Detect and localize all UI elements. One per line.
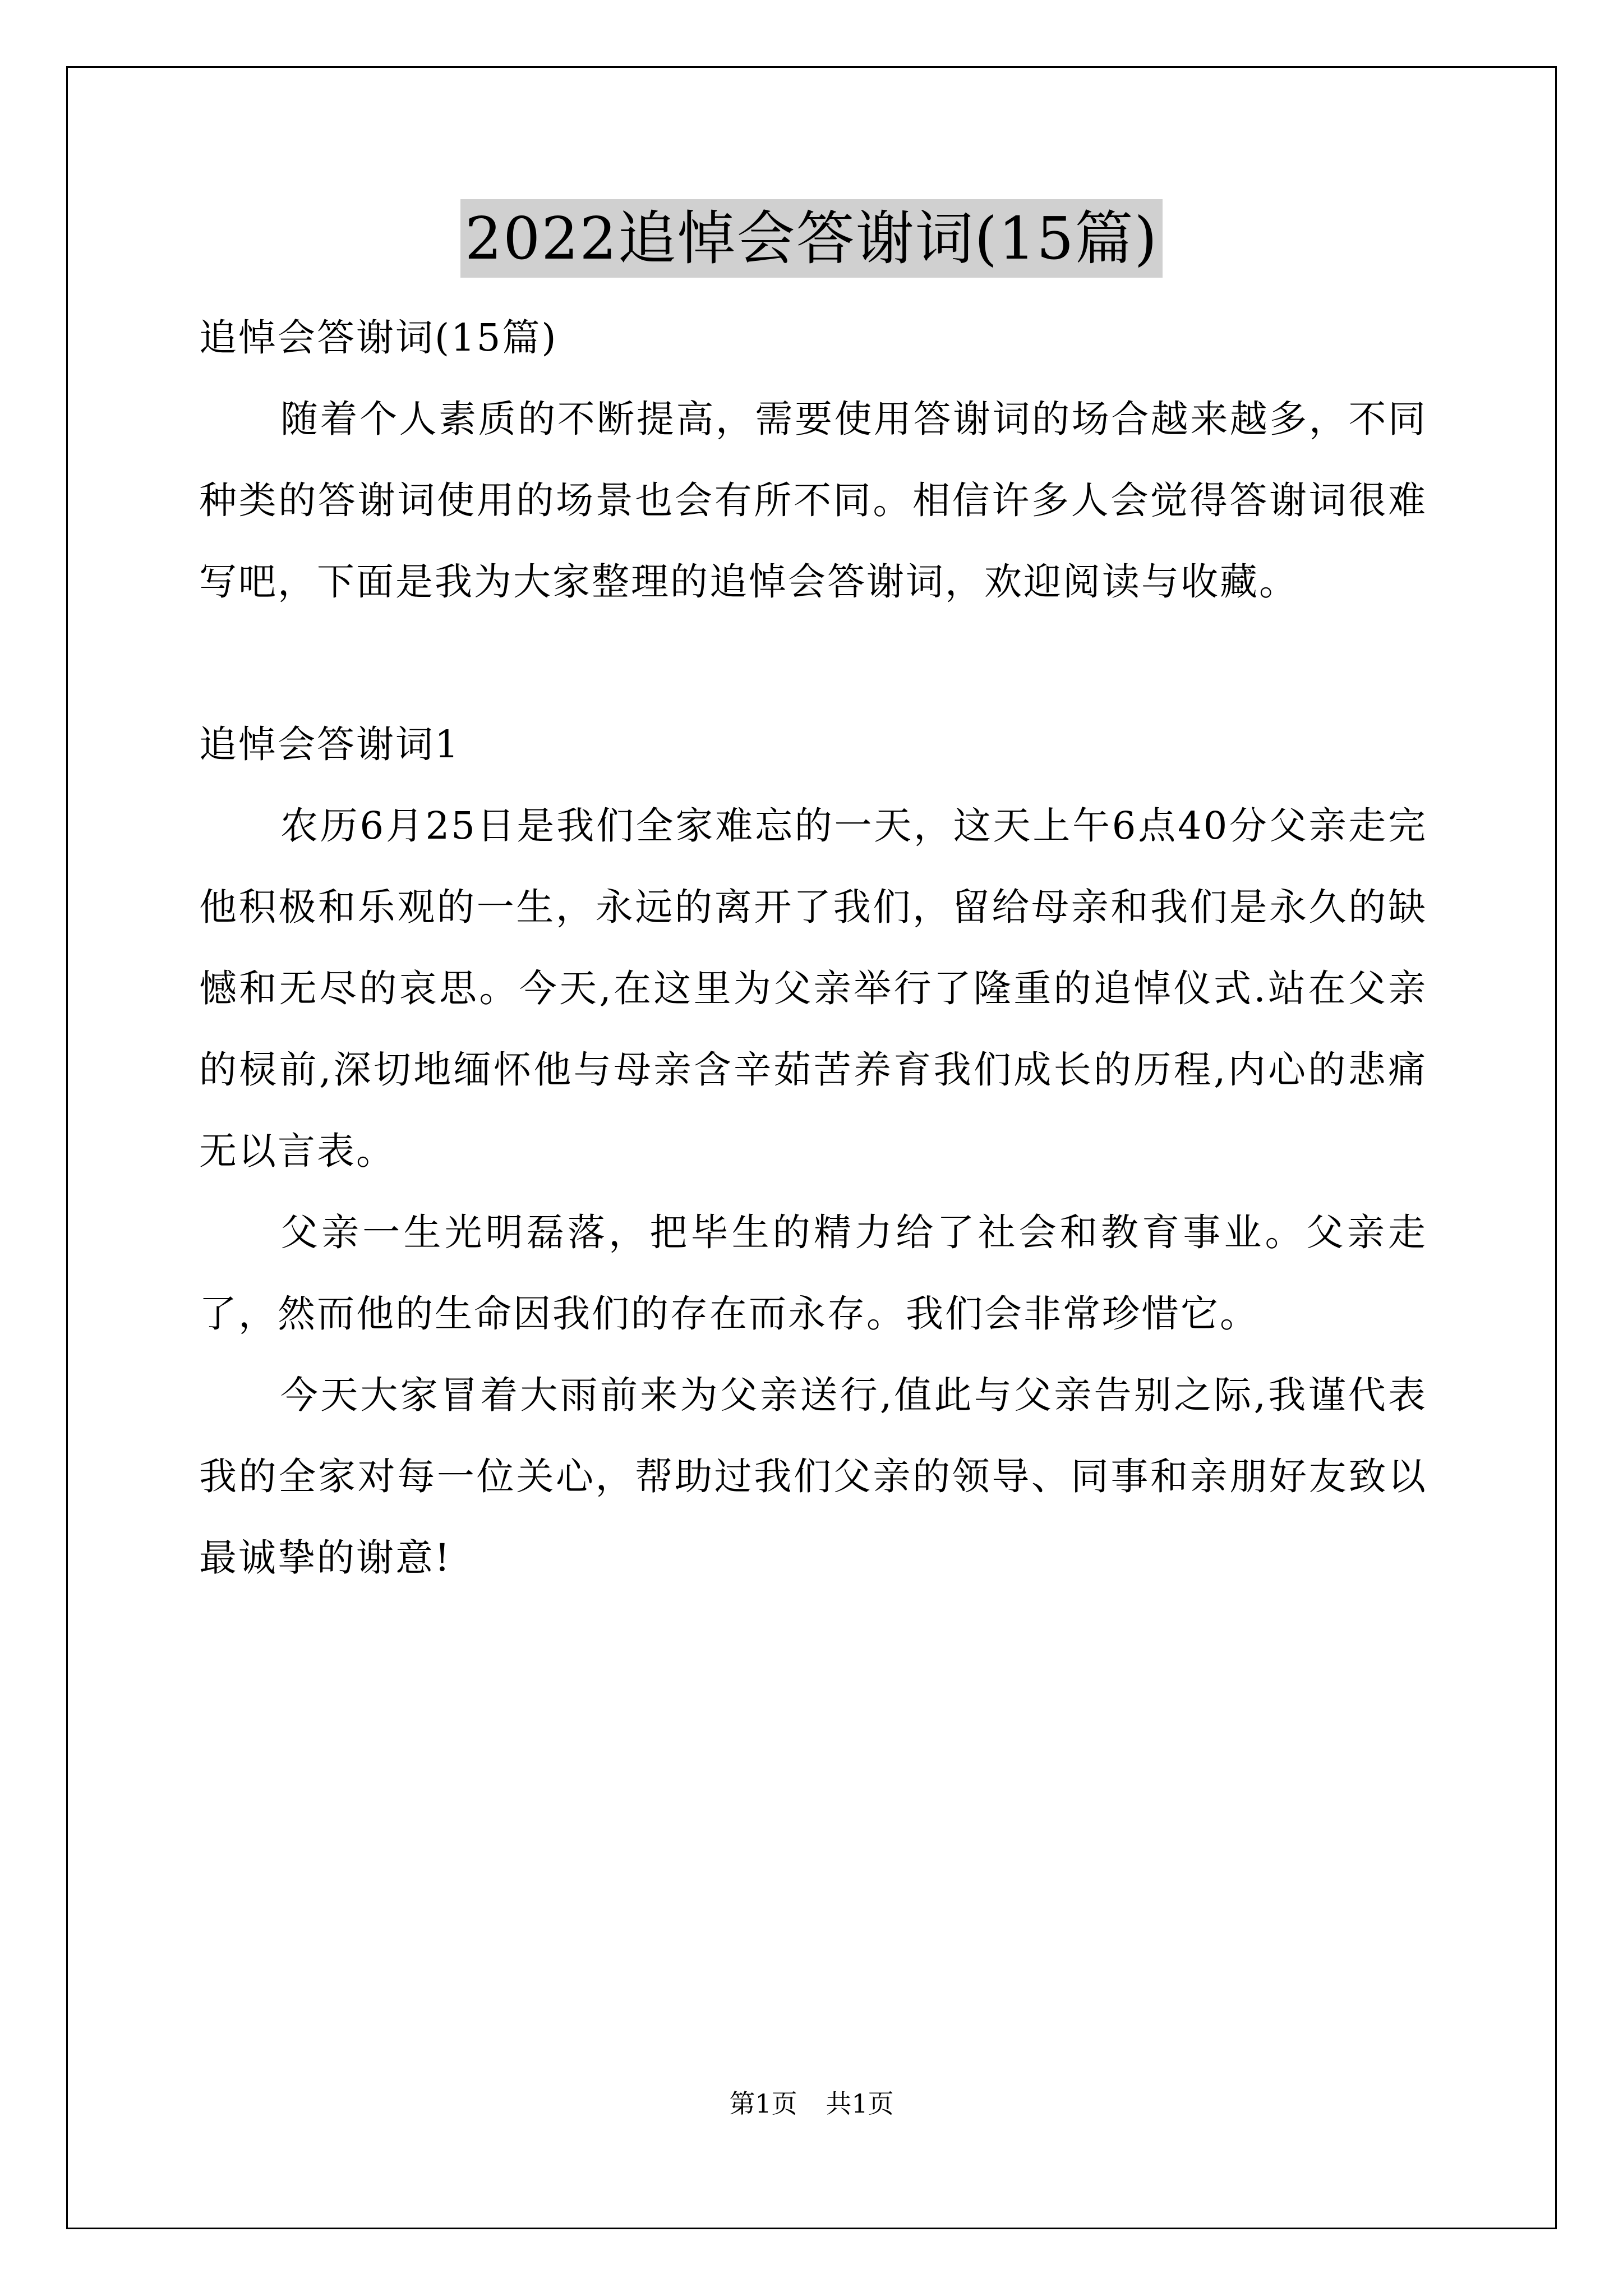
document-title: 2022追悼会答谢词(15篇): [460, 199, 1163, 278]
body-paragraph-2: 父亲一生光明磊落，把毕生的精力给了社会和教育事业。父亲走了，然而他的生命因我们的存在而永存。我们会非常珍惜它。: [199, 1211, 1427, 1336]
page-footer: [0, 2087, 1623, 2120]
body-paragraph-3: 今天大家冒着大雨前来为父亲送行,值此与父亲告别之际,我谨代表我的全家对每一位关心，帮助过我们父亲的领导、同事和亲朋好友致以最诚挚的谢意!: [199, 1373, 1427, 1580]
intro-paragraph: 随着个人素质的不断提高，需要使用答谢词的场合越来越多，不同种类的答谢词使用的场景也会有所不同。相信许多人会觉得答谢词很难写吧，下面是我为大家整理的追悼会答谢词，欢迎阅读与收藏。: [199, 397, 1427, 604]
document-body: [199, 297, 1427, 1599]
title-container: [0, 199, 1623, 278]
section-heading: 追悼会答谢词1: [199, 723, 460, 766]
page-number-current: 第1页: [729, 2088, 797, 2119]
document-subtitle: 追悼会答谢词(15篇): [199, 316, 558, 360]
body-paragraph-1: 农历6月25日是我们全家难忘的一天，这天上午6点40分父亲走完他积极和乐观的一生，永远的离开了我们，留给母亲和我们是永久的缺憾和无尽的哀思。今天,在这里为父亲举行了隆重的追悼仪式.站在父亲的棂前,深切地缅怀他与母亲含辛茹苦养育我们成长的历程,内心的悲痛无以言表。: [199, 804, 1427, 1173]
page-number-total: 共1页: [826, 2088, 894, 2119]
